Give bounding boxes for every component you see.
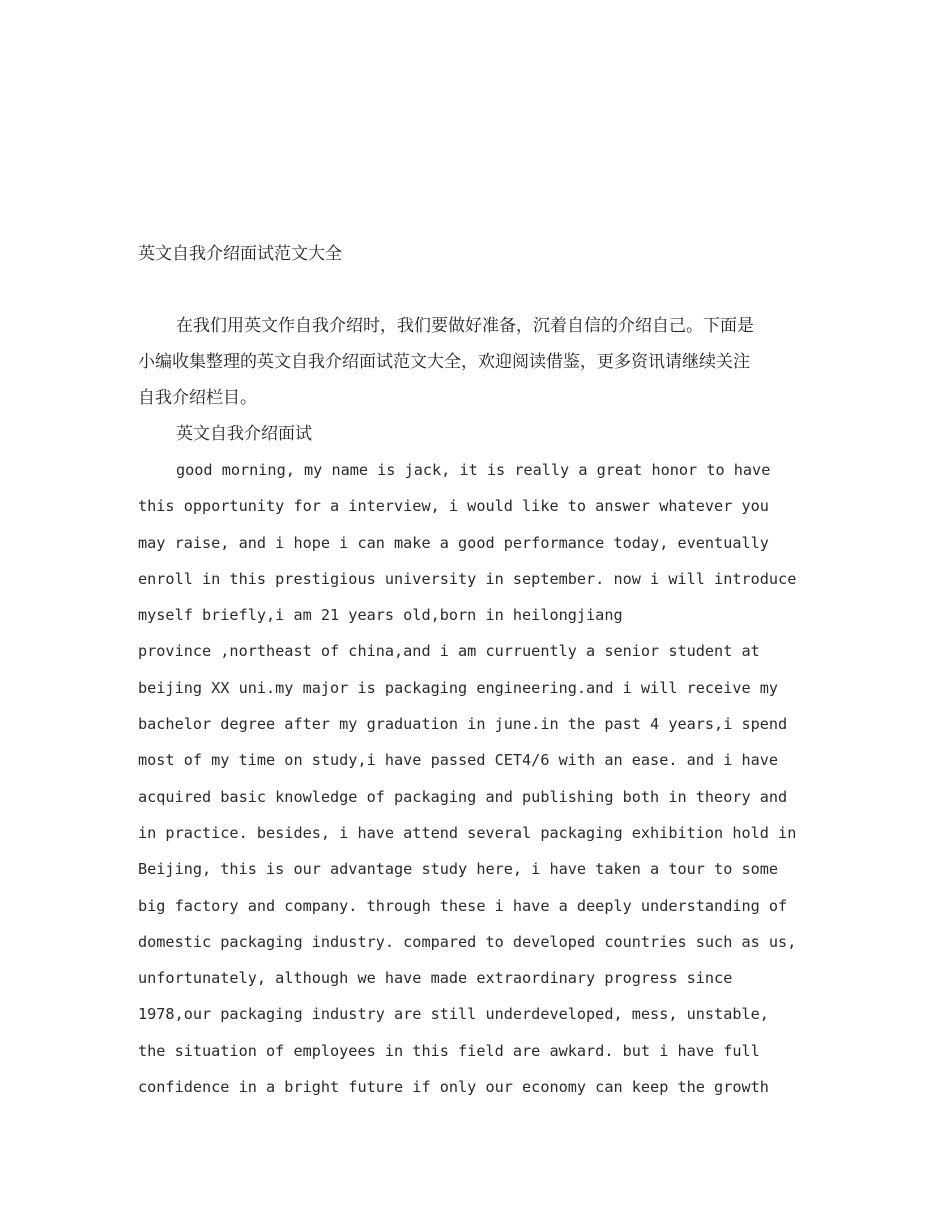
document-title: 英文自我介绍面试范文大全 (138, 244, 342, 264)
intro-line: 自我介绍栏目。 (138, 388, 257, 408)
body-line: unfortunately, although we have made extraordinary progress since (138, 969, 733, 988)
body-line: acquired basic knowledge of packaging and publishing both in theory and (138, 787, 788, 806)
section-heading: 英文自我介绍面试 (176, 424, 312, 444)
body-line: beijing XX uni.my major is packaging engineering.and i will receive my (138, 678, 779, 697)
body-line: myself briefly,i am 21 years old,born in heilongjiang (138, 606, 623, 625)
body-line: province ,northeast of china,and i am curruently a senior student at (138, 642, 760, 661)
body-line: confidence in a bright future if only our economy can keep the growth (138, 1078, 769, 1097)
body-line: most of my time on study,i have passed CET4/6 with an ease. and i have (138, 751, 779, 770)
intro-line: 在我们用英文作自我介绍时，我们要做好准备，沉着自信的介绍自己。下面是 (176, 316, 754, 336)
body-line: may raise, and i hope i can make a good performance today, eventually (138, 533, 769, 552)
body-line: the situation of employees in this field are awkard. but i have full (138, 1041, 760, 1060)
body-line: good morning, my name is jack, it is really a great honor to have (176, 461, 771, 479)
body-line: Beijing, this is our advantage study here, i have taken a tour to some (138, 860, 779, 879)
intro-line: 小编收集整理的英文自我介绍面试范文大全，欢迎阅读借鉴，更多资讯请继续关注 (138, 352, 750, 372)
body-line: big factory and company. through these i have a deeply understanding of (138, 896, 788, 915)
body-line: bachelor degree after my graduation in june.in the past 4 years,i spend (138, 715, 788, 734)
body-line: domestic packaging industry. compared to developed countries such as us, (138, 932, 797, 951)
body-line: this opportunity for a interview, i would like to answer whatever you (138, 497, 769, 516)
body-line: 1978,our packaging industry are still underdeveloped, mess, unstable, (138, 1005, 769, 1024)
intro-paragraph (138, 308, 810, 452)
body-paragraph (138, 452, 818, 1105)
body-line: enroll in this prestigious university in september. now i will introduce (138, 569, 797, 588)
body-line: in practice. besides, i have attend several packaging exhibition hold in (138, 823, 797, 842)
